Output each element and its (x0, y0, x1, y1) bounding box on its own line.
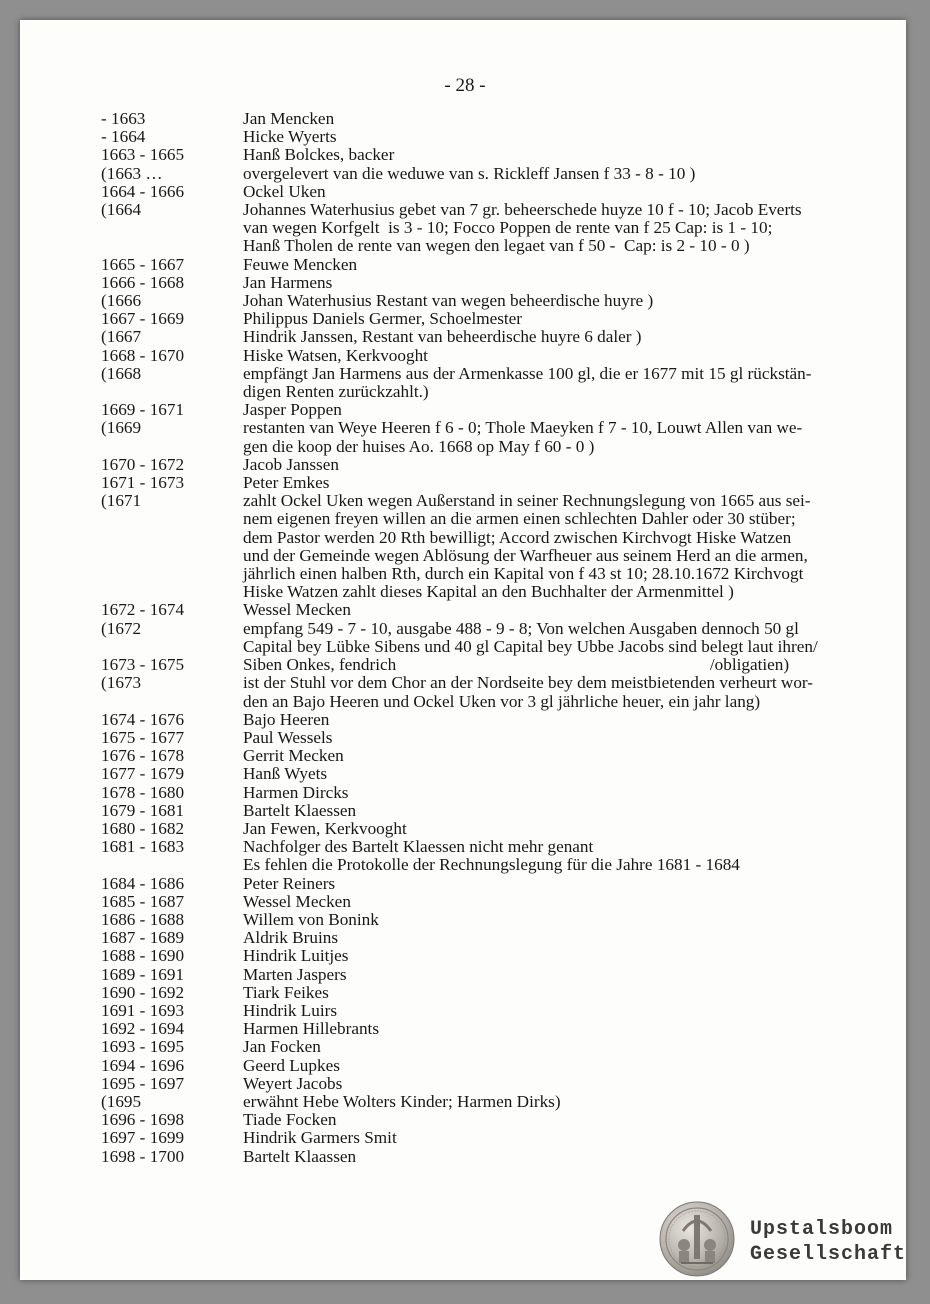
entry-date: 1672 - 1674 (101, 600, 185, 620)
entry-text: Hiske Watsen, Kerkvooght (243, 345, 428, 365)
entry-text: overgelevert van die weduwe van s. Rickleff Jansen f 33 - 8 - 10 ) (243, 163, 696, 183)
entry-date: 1694 - 1696 (101, 1055, 185, 1075)
entry-text: Wessel Mecken (243, 891, 351, 911)
entry-date: 1669 - 1671 (101, 400, 185, 420)
entry-row (101, 638, 871, 656)
entry-row (101, 674, 871, 692)
entry-text: Jacob Janssen (243, 454, 339, 474)
entry-row (101, 165, 871, 183)
entry-date: (1695 (101, 1091, 142, 1111)
entry-text: Peter Emkes (243, 473, 330, 493)
entry-text: Philippus Daniels Germer, Schoelmester (243, 309, 523, 329)
seal-icon (659, 1201, 735, 1277)
entry-row (101, 984, 871, 1002)
entry-row (101, 1148, 871, 1166)
entry-date: 1664 - 1666 (101, 181, 185, 201)
entry-text: Bartelt Klaessen (243, 800, 357, 820)
entry-text: Aldrik Bruins (243, 928, 339, 948)
entry-date (101, 237, 243, 255)
entry-row (101, 328, 871, 346)
entry-text: restanten van Weye Heeren f 6 - 0; Thole Maeyken f 7 - 10, Louwt Allen van we- (243, 418, 803, 438)
logo-line-1: Upstalsboom (750, 1218, 894, 1241)
entry-row (101, 128, 871, 146)
entry-text: Hindrik Luitjes (243, 946, 349, 966)
entry-row (101, 565, 871, 583)
entry-text: Hindrik Janssen, Restant van beheerdische huyre 6 daler ) (243, 327, 642, 347)
entry-date: 1684 - 1686 (101, 873, 185, 893)
entry-date: 1697 - 1699 (101, 1128, 185, 1148)
entry-row (101, 1093, 871, 1111)
entry-row (101, 693, 871, 711)
entry-row (101, 1057, 871, 1075)
entry-row (101, 110, 871, 128)
entry-date (101, 510, 243, 528)
entry-row (101, 456, 871, 474)
entry-row (101, 474, 871, 492)
entry-text: Johannes Waterhusius gebet van 7 gr. beheerschede huyze 10 f - 10; Jacob Everts (243, 200, 802, 220)
entry-date: 1688 - 1690 (101, 946, 185, 966)
entry-text: Feuwe Mencken (243, 254, 358, 274)
entry-text: Tiade Focken (243, 1110, 337, 1130)
entry-row (101, 856, 871, 874)
entry-text: Wessel Mecken (243, 600, 351, 620)
entry-text: zahlt Ockel Uken wegen Außerstand in seiner Rechnungslegung von 1665 aus sei- (243, 491, 811, 511)
entry-date: 1676 - 1678 (101, 746, 185, 766)
entry-row (101, 401, 871, 419)
entry-row (101, 274, 871, 292)
entry-date: - 1664 (101, 127, 146, 147)
entry-text: Hanß Bolckes, backer (243, 145, 395, 165)
entry-row (101, 1038, 871, 1056)
logo-line-2: Gesellschaft (750, 1243, 907, 1266)
entry-date: (1663 … (101, 163, 163, 183)
entry-text: Hindrik Garmers Smit (243, 1128, 397, 1148)
entry-row (101, 1075, 871, 1093)
entry-date: - 1663 (101, 109, 146, 128)
page-number: - 28 - (444, 75, 486, 96)
entry-text: Siben Onkes, fendrich /obligatien) (243, 655, 790, 675)
entry-row (101, 365, 871, 383)
entry-text: Marten Jaspers (243, 964, 347, 984)
entry-text: Jan Harmens (243, 272, 333, 292)
entry-text: Bartelt Klaassen (243, 1146, 357, 1166)
entry-row (101, 893, 871, 911)
entry-row (101, 583, 871, 601)
entry-date (101, 219, 243, 237)
entry-text: Gerrit Mecken (243, 746, 344, 766)
entry-date: 1667 - 1669 (101, 309, 185, 329)
entry-text: Harmen Hillebrants (243, 1019, 380, 1039)
entry-date (101, 693, 243, 711)
entry-text: ist der Stuhl vor dem Chor an der Nordseite bey dem meistbietenden verheurt wor- (243, 673, 814, 693)
entry-text: Johan Waterhusius Restant van wegen beheerdische huyre ) (243, 291, 654, 311)
entry-date: (1667 (101, 327, 142, 347)
entry-text: Weyert Jacobs (243, 1073, 343, 1093)
entry-date (101, 565, 243, 583)
entry-row (101, 1020, 871, 1038)
entry-date: 1698 - 1700 (101, 1146, 185, 1166)
entry-row (101, 947, 871, 965)
entry-text: Jasper Poppen (243, 400, 342, 420)
entry-row (101, 838, 871, 856)
entry-row (101, 1129, 871, 1147)
entry-row (101, 347, 871, 365)
entry-row (101, 620, 871, 638)
entry-row (101, 929, 871, 947)
entry-text: nem eigenen freyen willen an die armen einen schlechten Dahler oder 30 stüber; (243, 509, 796, 529)
entry-date (101, 383, 243, 401)
entry-date: 1687 - 1689 (101, 928, 185, 948)
entry-row (101, 656, 871, 674)
entry-row (101, 219, 871, 237)
entry-date: 1673 - 1675 (101, 655, 185, 675)
entry-row (101, 911, 871, 929)
entry-row (101, 765, 871, 783)
entry-text: empfängt Jan Harmens aus der Armenkasse 100 gl, die er 1677 mit 15 gl rückstän- (243, 363, 812, 383)
entry-row (101, 183, 871, 201)
entry-date: 1663 - 1665 (101, 145, 185, 165)
entry-row (101, 383, 871, 401)
entry-date: 1692 - 1694 (101, 1019, 185, 1039)
entry-text: Hiske Watzen zahlt dieses Kapital an den Buchhalter der Armenmittel ) (243, 582, 734, 602)
entry-text: Nachfolger des Bartelt Klaessen nicht mehr genant (243, 837, 594, 857)
entry-text: Hicke Wyerts (243, 127, 337, 147)
entry-date: (1671 (101, 491, 142, 511)
entry-text: Jan Fewen, Kerkvooght (243, 818, 407, 838)
entry-row (101, 201, 871, 219)
entry-date (101, 547, 243, 565)
entry-text: gen die koop der huises Ao. 1668 op May f 60 - 0 ) (243, 436, 595, 456)
entry-text: Hindrik Luirs (243, 1000, 338, 1020)
entry-date: (1669 (101, 418, 142, 438)
entry-text: Hanß Tholen de rente van wegen den legaet van f 50 - Cap: is 2 - 10 - 0 ) (243, 236, 750, 256)
entry-date: (1664 (101, 200, 142, 220)
entry-text: Bajo Heeren (243, 709, 330, 729)
entry-date: 1670 - 1672 (101, 454, 185, 474)
entry-row (101, 747, 871, 765)
entry-text: den an Bajo Heeren und Ockel Uken vor 3 gl jährliche heuer, ein jahr lang) (243, 691, 761, 711)
entry-date: 1693 - 1695 (101, 1037, 185, 1057)
entry-row (101, 729, 871, 747)
entry-text: empfang 549 - 7 - 10, ausgabe 488 - 9 - 8; Von welchen Ausgaben dennoch 50 gl (243, 618, 799, 638)
entry-text: dem Pastor werden 20 Rth bewilligt; Accord zwischen Kirchvogt Hiske Watzen (243, 527, 792, 547)
entries-list (101, 110, 871, 1166)
entry-date: 1695 - 1697 (101, 1073, 185, 1093)
entry-row (101, 547, 871, 565)
entry-date: (1666 (101, 291, 142, 311)
entry-row (101, 310, 871, 328)
entry-date (101, 529, 243, 547)
entry-row (101, 820, 871, 838)
entry-date (101, 583, 243, 601)
entry-date: 1686 - 1688 (101, 909, 185, 929)
entry-date (101, 438, 243, 456)
entry-date: 1690 - 1692 (101, 982, 185, 1002)
entry-date: (1673 (101, 673, 142, 693)
entry-text: Es fehlen die Protokolle der Rechnungslegung für die Jahre 1681 - 1684 (243, 855, 740, 875)
entry-date (101, 638, 243, 656)
entry-text: Ockel Uken (243, 181, 326, 201)
entry-row (101, 492, 871, 510)
entry-date: 1691 - 1693 (101, 1000, 185, 1020)
entry-date: (1672 (101, 618, 142, 638)
entry-row (101, 966, 871, 984)
entry-row (101, 1111, 871, 1129)
entry-date: 1681 - 1683 (101, 837, 185, 857)
entry-date: 1696 - 1698 (101, 1110, 185, 1130)
entry-row (101, 529, 871, 547)
entry-row (101, 510, 871, 528)
entry-row (101, 292, 871, 310)
entry-text: Geerd Lupkes (243, 1055, 340, 1075)
entry-text: jährlich einen halben Rth, durch ein Kapital von f 43 st 10; 28.10.1672 Kirchvogt (243, 564, 804, 584)
entry-date: 1666 - 1668 (101, 272, 185, 292)
entry-text: Paul Wessels (243, 727, 333, 747)
entry-date: 1675 - 1677 (101, 727, 185, 747)
entry-row (101, 146, 871, 164)
entry-date: 1665 - 1667 (101, 254, 185, 274)
entry-text: Harmen Dircks (243, 782, 349, 802)
entry-date: 1679 - 1681 (101, 800, 185, 820)
entry-text: und der Gemeinde wegen Ablösung der Warfheuer aus seinem Herd an die armen, (243, 545, 808, 565)
entry-text: Tiark Feikes (243, 982, 329, 1002)
entry-text: Jan Focken (243, 1037, 321, 1057)
society-logo-text (750, 1217, 906, 1267)
entry-text: erwähnt Hebe Wolters Kinder; Harmen Dirks) (243, 1091, 561, 1111)
entry-date: 1668 - 1670 (101, 345, 185, 365)
entry-date: 1677 - 1679 (101, 764, 185, 784)
entry-text: Peter Reiners (243, 873, 336, 893)
entry-row (101, 711, 871, 729)
entry-text: digen Renten zurückzahlt.) (243, 382, 429, 402)
entry-row (101, 237, 871, 255)
entry-row (101, 875, 871, 893)
entry-text: Willem von Bonink (243, 909, 379, 929)
entry-text: Capital bey Lübke Sibens und 40 gl Capital bey Ubbe Jacobs sind belegt laut ihren/ (243, 636, 818, 656)
entry-date: 1685 - 1687 (101, 891, 185, 911)
entry-text: Hanß Wyets (243, 764, 328, 784)
entry-date: 1674 - 1676 (101, 709, 185, 729)
entry-row (101, 1002, 871, 1020)
entry-date: (1668 (101, 363, 142, 383)
entry-date (101, 856, 243, 874)
entry-row (101, 419, 871, 437)
entry-row (101, 438, 871, 456)
entry-date: 1680 - 1682 (101, 818, 185, 838)
entry-date: 1689 - 1691 (101, 964, 185, 984)
entry-row (101, 802, 871, 820)
entry-text: van wegen Korfgelt is 3 - 10; Focco Poppen de rente van f 25 Cap: is 1 - 10; (243, 218, 773, 238)
entry-date: 1678 - 1680 (101, 782, 185, 802)
entry-date: 1671 - 1673 (101, 473, 185, 493)
entry-row (101, 256, 871, 274)
entry-text: Jan Mencken (243, 109, 335, 128)
entry-row (101, 601, 871, 619)
entry-row (101, 784, 871, 802)
